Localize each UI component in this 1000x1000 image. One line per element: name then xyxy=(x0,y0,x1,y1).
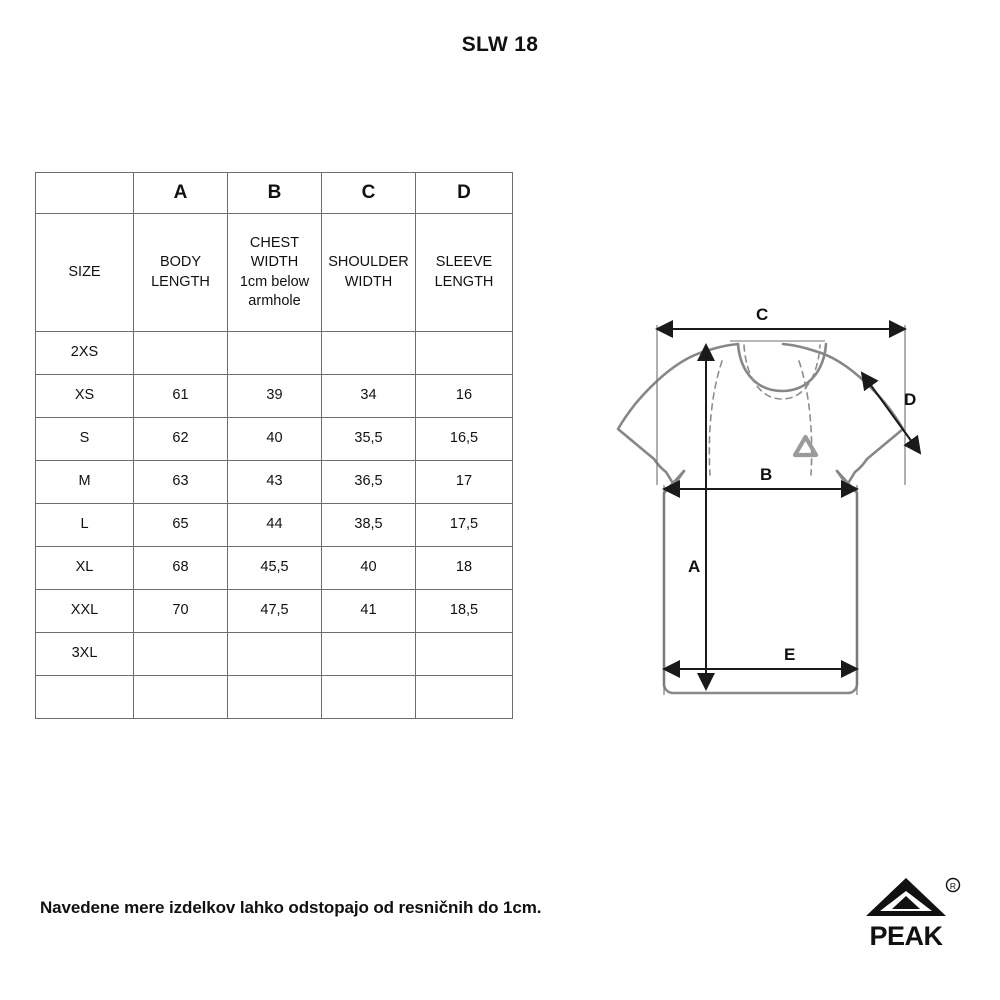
column-letter-cell xyxy=(36,173,134,214)
measurement-cell xyxy=(322,676,416,719)
measurement-cell: 44 xyxy=(228,504,322,547)
column-letter-cell: A xyxy=(134,173,228,214)
measurement-cell: 17 xyxy=(416,461,513,504)
measurement-cell: 18 xyxy=(416,547,513,590)
table-header-row xyxy=(36,214,513,332)
measurement-cell xyxy=(134,633,228,676)
measurement-cell: 36,5 xyxy=(322,461,416,504)
dimension-label-a: A xyxy=(688,557,701,576)
column-header-cell xyxy=(416,214,513,332)
measurement-cell: 65 xyxy=(134,504,228,547)
measurement-cell: 16 xyxy=(416,375,513,418)
measurement-cell: 40 xyxy=(228,418,322,461)
measurement-cell: 35,5 xyxy=(322,418,416,461)
header-line: 1cm below xyxy=(239,273,310,290)
table-row xyxy=(36,418,513,461)
measurement-cell xyxy=(416,676,513,719)
measurement-disclaimer: Navedene mere izdelkov lahko odstopajo od resničnih do 1cm. xyxy=(40,898,542,917)
dimension-arrow-d xyxy=(862,373,920,453)
measurement-cell: 40 xyxy=(322,547,416,590)
table-letters-row xyxy=(36,173,513,214)
dimension-label-b: B xyxy=(760,465,773,484)
measurement-cell xyxy=(228,676,322,719)
measurement-cell xyxy=(134,332,228,375)
chest-logo-icon xyxy=(795,437,816,455)
column-header-cell xyxy=(228,214,322,332)
column-header-cell xyxy=(36,214,134,332)
dimension-label-e: E xyxy=(784,645,796,664)
measurement-cell: 45,5 xyxy=(228,547,322,590)
table-row xyxy=(36,504,513,547)
measurement-cell: 38,5 xyxy=(322,504,416,547)
column-header-cell xyxy=(322,214,416,332)
header-line: WIDTH xyxy=(250,254,299,271)
header-line: SIZE xyxy=(68,263,101,280)
column-letter-cell: B xyxy=(228,173,322,214)
size-label-cell: 3XL xyxy=(36,633,134,676)
measurement-cell xyxy=(228,633,322,676)
measurement-cell: 18,5 xyxy=(416,590,513,633)
measurement-cell: 41 xyxy=(322,590,416,633)
measurement-cell: 17,5 xyxy=(416,504,513,547)
measurement-cell: 62 xyxy=(134,418,228,461)
dimension-label-c: C xyxy=(756,305,769,324)
measurement-cell xyxy=(416,332,513,375)
header-line: WIDTH xyxy=(344,273,393,290)
peak-wordmark: PEAK xyxy=(869,921,943,948)
header-line: armhole xyxy=(248,292,301,309)
size-label-cell: XL xyxy=(36,547,134,590)
size-label-cell: S xyxy=(36,418,134,461)
table-row xyxy=(36,375,513,418)
page-title: SLW 18 xyxy=(461,33,539,56)
table-row xyxy=(36,547,513,590)
measurement-cell: 61 xyxy=(134,375,228,418)
measurement-cell xyxy=(228,332,322,375)
measurement-cell: 68 xyxy=(134,547,228,590)
header-line: BODY xyxy=(159,254,202,271)
measurement-cell xyxy=(416,633,513,676)
tshirt-outline-icon xyxy=(618,344,903,693)
measurement-cell: 70 xyxy=(134,590,228,633)
column-letter-cell: D xyxy=(416,173,513,214)
peak-triangle-icon xyxy=(866,878,946,916)
size-label-cell: XS xyxy=(36,375,134,418)
measurement-cell: 16,5 xyxy=(416,418,513,461)
measurement-cell xyxy=(134,676,228,719)
size-label-cell: M xyxy=(36,461,134,504)
size-table xyxy=(35,172,513,719)
measurement-cell: 39 xyxy=(228,375,322,418)
measurement-cell xyxy=(322,332,416,375)
measurement-cell: 34 xyxy=(322,375,416,418)
header-line: SHOULDER xyxy=(328,254,409,271)
table-row xyxy=(36,332,513,375)
size-label-cell: 2XS xyxy=(36,332,134,375)
header-line: LENGTH xyxy=(434,273,494,290)
measurement-cell: 43 xyxy=(228,461,322,504)
table-row xyxy=(36,676,513,719)
registered-mark-icon xyxy=(947,879,960,892)
header-line: SLEEVE xyxy=(435,254,493,271)
size-table-container xyxy=(35,172,512,719)
measurement-cell xyxy=(322,633,416,676)
size-label-cell xyxy=(36,676,134,719)
table-row xyxy=(36,633,513,676)
measurement-cell: 63 xyxy=(134,461,228,504)
svg-text:R: R xyxy=(949,881,957,891)
dimension-label-d: D xyxy=(904,390,917,409)
peak-brand-logo xyxy=(862,876,972,948)
column-header-cell xyxy=(134,214,228,332)
measurement-cell: 47,5 xyxy=(228,590,322,633)
size-label-cell: XXL xyxy=(36,590,134,633)
size-label-cell: L xyxy=(36,504,134,547)
column-letter-cell: C xyxy=(322,173,416,214)
table-row xyxy=(36,461,513,504)
table-row xyxy=(36,590,513,633)
header-line: LENGTH xyxy=(151,273,210,290)
header-line: CHEST xyxy=(249,235,300,252)
tshirt-diagram xyxy=(610,295,970,715)
